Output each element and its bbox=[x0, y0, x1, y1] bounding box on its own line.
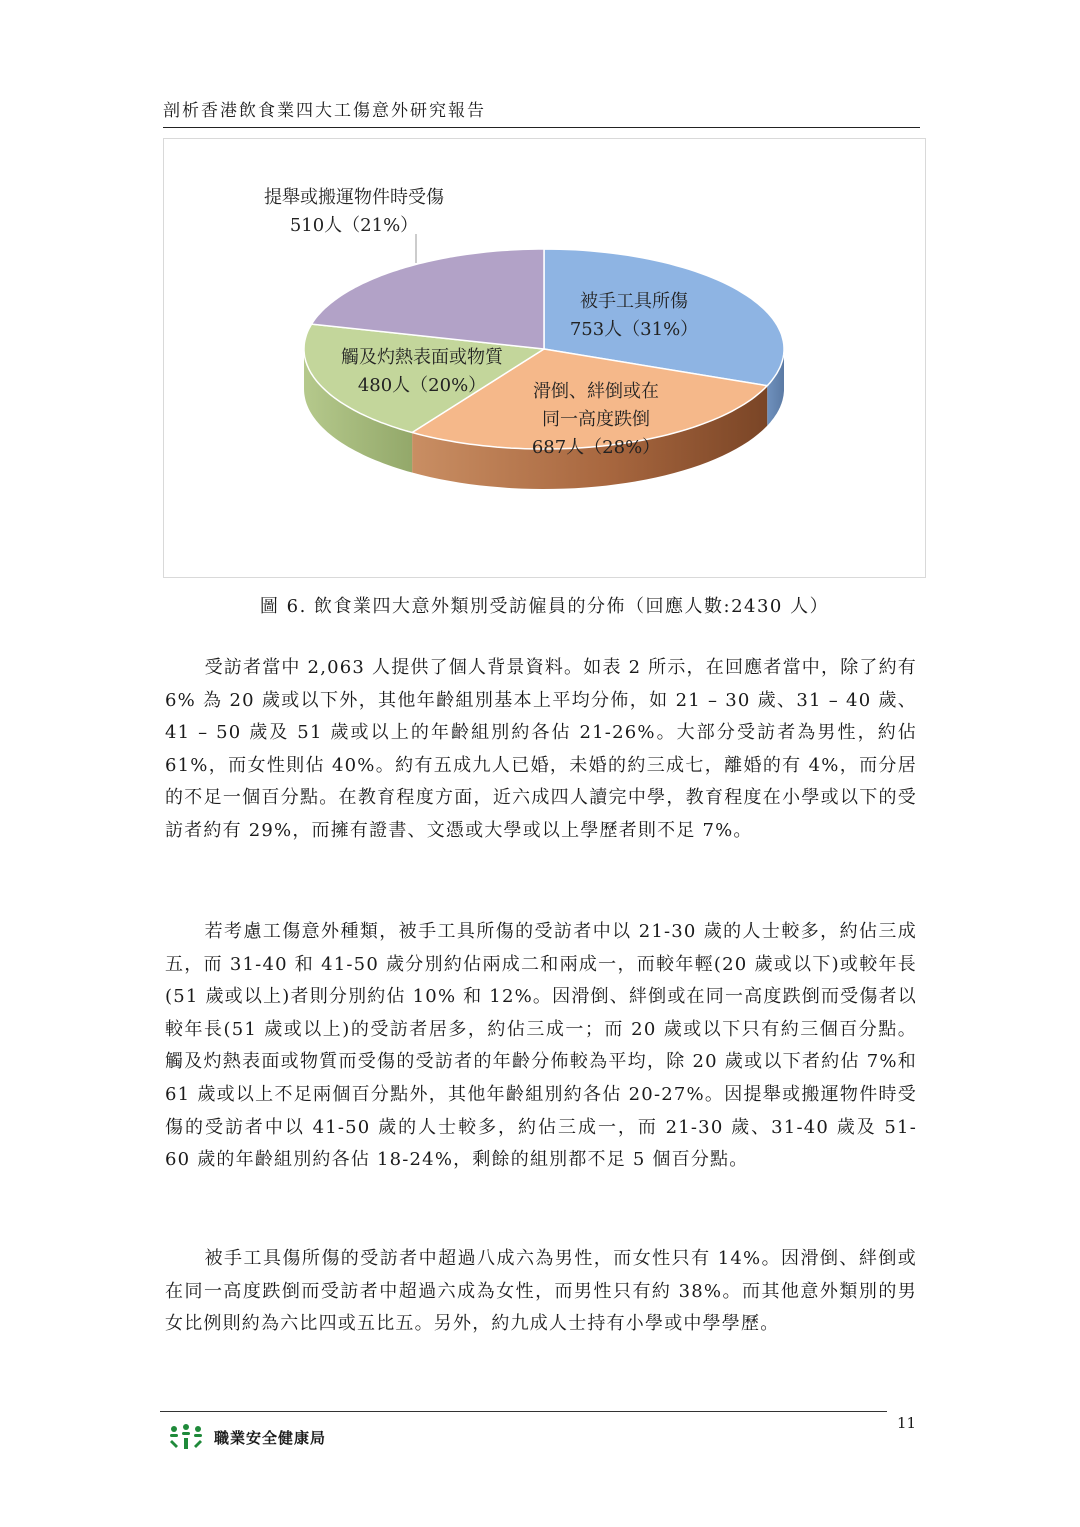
page-number: 11 bbox=[897, 1414, 917, 1432]
paragraph-2: 若考慮工傷意外種類，被手工具所傷的受訪者中以 21-30 歲的人士較多，約佔三成五，而 31-40 和 41-50 歲分別約佔兩成二和兩成一，而較年輕(20 歲或以下)或較年長(51 歲或以上)者則分別約佔 10% 和 12%。因滑倒、絆倒或在同一高度跌倒而受傷者以較年長(51 歲或以上)的受訪者居多，約佔三成一；而 20 歲或以下只有約三個百分點。觸及灼熱表面或物質而受傷的受訪者的年齡分佈較為平均，除 20 歲或以下者約佔 7%和 61 歲或以上不足兩個百分點外，其他年齡組別約各佔 20-27%。因提舉或搬運物件時受傷的受訪者中以 41-50 歲的人士較多，約佔三成一，而 21-30 歲、31-40 歲及 51-60 歲的年齡組別約各佔 18-24%，剩餘的組別都不足 5 個百分點。 bbox=[165, 921, 917, 1171]
pie-chart bbox=[164, 139, 927, 579]
pie-slice-label: 被手工具所傷 753人（31%） bbox=[569, 291, 699, 340]
figure-caption: 圖 6. 飲食業四大意外類別受訪僱員的分佈（回應人數:2430 人） bbox=[259, 596, 830, 617]
footer-divider bbox=[160, 1411, 887, 1412]
paragraph-3: 被手工具傷所傷的受訪者中超過八成六為男性，而女性只有 14%。因滑倒、絆倒或在同一高度跌倒而受訪者中超過六成為女性，而男性只有約 38%。而其他意外類別的男女比例則約為六比四或五比五。另外，約九成人士持有小學或中學學歷。 bbox=[165, 1248, 917, 1335]
pie-slice-label: 提舉或搬運物件時受傷 510人（21%） bbox=[264, 187, 444, 236]
page-header: 剖析香港飲食業四大工傷意外研究報告 bbox=[163, 96, 920, 128]
pie-slice-label: 觸及灼熱表面或物質 480人（20%） bbox=[341, 347, 503, 396]
organization-name: 職業安全健康局 bbox=[214, 1429, 327, 1447]
paragraph-1: 受訪者當中 2,063 人提供了個人背景資料。如表 2 所示，在回應者當中，除了約有 6% 為 20 歲或以下外，其他年齡組別基本上平均分佈，如 21 – 30 歲、31 – 40 歲、41 – 50 歲及 51 歲或以上的年齡組別約各佔 21-26%。大部分受訪者為男性，約佔 61%，而女性則佔 40%。約有五成九人已婚，未婚的約三成七，離婚的有 4%，而分居的不足一個百分點。在教育程度方面，近六成四人讀完中學，教育程度在小學或以下的受訪者約有 29%，而擁有證書、文憑或大學或以上學歷者則不足 7%。 bbox=[165, 657, 917, 841]
oshc-logo-icon bbox=[166, 1422, 206, 1450]
pie-slice-label: 滑倒、絆倒或在同一高度跌倒 687人（28%） bbox=[531, 381, 661, 458]
pie-chart-figure bbox=[163, 138, 926, 578]
